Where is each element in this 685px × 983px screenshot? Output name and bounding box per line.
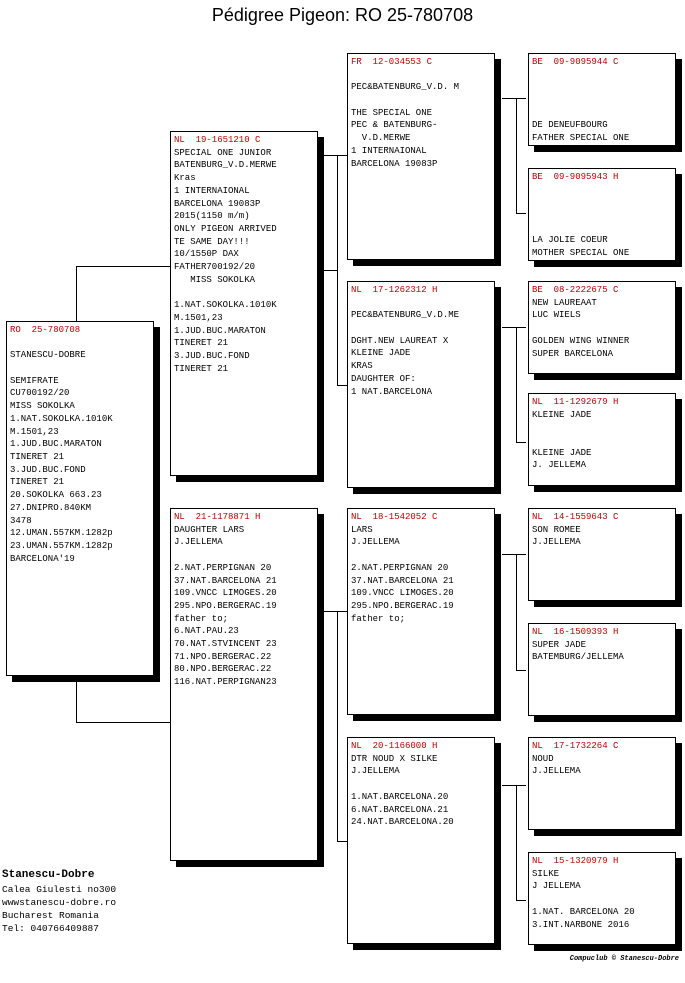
pedigree-line: SON ROMEE xyxy=(532,524,581,535)
connector-line xyxy=(337,841,347,842)
connector-line xyxy=(516,785,517,900)
pedigree-box-mother[interactable] xyxy=(170,508,318,861)
ring-number: NL 11-1292679 H xyxy=(532,397,619,407)
pedigree-line: M.1501,23 xyxy=(174,312,223,323)
page-title: Pédigree Pigeon: RO 25-780708 xyxy=(211,5,474,25)
pedigree-box-ggp-6[interactable] xyxy=(528,623,676,716)
pedigree-line: 27.DNIPRO.840KM xyxy=(10,502,92,513)
pedigree-line xyxy=(174,286,314,299)
pedigree-line: 71.NPO.BERGERAC.22 xyxy=(174,651,272,662)
pedigree-box-ggp-4[interactable] xyxy=(528,393,676,486)
pedigree-line: KLEINE JADE xyxy=(532,447,592,458)
pedigree-line xyxy=(532,107,672,120)
pedigree-line: TINERET 21 xyxy=(10,452,65,462)
pedigree-line: KLEINE JADE xyxy=(532,409,592,420)
pedigree-line: 70.NAT.STVINCENT 23 xyxy=(174,639,277,650)
pedigree-line: J JELLEMA xyxy=(532,881,581,892)
pedigree-line: 1.NAT.BARCELONA.20 xyxy=(351,791,449,802)
breeder-website[interactable]: wwwstanescu-dobre.ro xyxy=(2,897,117,908)
pedigree-line: J.JELLEMA xyxy=(532,537,581,548)
pedigree-line xyxy=(532,196,672,209)
connector-line xyxy=(516,554,517,670)
connector-line xyxy=(76,266,77,322)
pedigree-line xyxy=(174,549,314,562)
pedigree-line xyxy=(532,434,672,447)
pedigree-line: J.JELLEMA xyxy=(351,766,400,777)
pedigree-line: TINERET 21 xyxy=(174,363,229,374)
pedigree-line: BATENBURG_V.D.MERWE xyxy=(174,160,277,171)
ring-number: BE 09-9095943 H xyxy=(532,172,619,182)
pedigree-line: 6.NAT.BARCELONA.21 xyxy=(351,804,449,815)
pedigree-box-ggp-2[interactable] xyxy=(528,168,676,261)
connector-line xyxy=(516,900,526,901)
pedigree-line: 37.NAT.BARCELONA 21 xyxy=(174,575,277,586)
connector-line xyxy=(516,554,526,555)
connector-line xyxy=(516,213,526,214)
pedigree-line: 116.NAT.PERPIGNAN23 xyxy=(174,677,277,688)
connector-line xyxy=(516,327,517,442)
connector-line xyxy=(76,676,77,722)
pedigree-line: NOUD xyxy=(532,753,554,764)
connector-line xyxy=(502,554,516,555)
pedigree-line: J.JELLEMA xyxy=(174,537,223,548)
connector-line xyxy=(322,611,337,612)
pedigree-line: 1.JUD.BUC.MARATON xyxy=(174,325,266,336)
pedigree-line: 1.JUD.BUC.MARATON xyxy=(10,439,102,450)
pedigree-box-ggp-8[interactable] xyxy=(528,852,676,945)
pedigree-line: LARS xyxy=(351,524,373,535)
pedigree-line: TINERET 21 xyxy=(174,338,229,349)
pedigree-line: KRAS xyxy=(351,361,373,372)
pedigree-line xyxy=(532,421,672,434)
pedigree-line xyxy=(532,209,672,222)
pedigree-line xyxy=(351,778,491,791)
ring-number: NL 14-1559643 C xyxy=(532,512,619,522)
pedigree-line: 24.NAT.BARCELONA.20 xyxy=(351,817,454,828)
ring-number: RO 25-780708 xyxy=(10,325,81,335)
pedigree-line: 1.NAT. BARCELONA 20 xyxy=(532,906,635,917)
pedigree-box-maternal-grandmother[interactable] xyxy=(347,737,495,944)
pedigree-box-ggp-1[interactable] xyxy=(528,53,676,146)
pedigree-line xyxy=(351,297,491,310)
pedigree-line: LUC WIELS xyxy=(532,310,581,321)
pedigree-line: DGHT.NEW LAUREAT X xyxy=(351,335,449,346)
pedigree-line: DTR NOUD X SILKE xyxy=(351,753,438,764)
ring-number: BE 08-2222675 C xyxy=(532,285,619,295)
pedigree-line: 295.NPO.BERGERAC.19 xyxy=(174,600,277,611)
connector-line xyxy=(516,442,526,443)
connector-line xyxy=(76,266,170,267)
pedigree-line xyxy=(10,362,150,375)
pedigree-line: 1.NAT.SOKOLKA.1010K xyxy=(10,413,113,424)
pedigree-line xyxy=(351,549,491,562)
pedigree-box-ggp-7[interactable] xyxy=(528,737,676,830)
pedigree-line: TINERET 21 xyxy=(10,477,65,488)
ring-number: NL 19-1651210 C xyxy=(174,135,261,145)
pedigree-line: 1.NAT.SOKOLKA.1010K xyxy=(174,300,277,311)
breeder-city: Bucharest Romania xyxy=(2,910,99,921)
pedigree-line xyxy=(532,222,672,235)
ring-number: NL 16-1509393 H xyxy=(532,627,619,637)
pedigree-line: TE SAME DAY!!! xyxy=(174,236,250,247)
pedigree-line: 6.NAT.PAU.23 xyxy=(174,626,239,637)
pedigree-line: 2.NAT.PERPIGNAN 20 xyxy=(174,562,272,573)
pedigree-line: 295.NPO.BERGERAC.19 xyxy=(351,600,454,611)
connector-line xyxy=(76,722,170,723)
pedigree-line: SUPER JADE xyxy=(532,639,587,650)
connector-line xyxy=(502,785,516,786)
pedigree-line: STANESCU-DOBRE xyxy=(10,350,86,361)
connector-line xyxy=(337,385,347,386)
breeder-name: Stanescu-Dobre xyxy=(2,869,95,881)
pedigree-line: BATEMBURG/JELLEMA xyxy=(532,652,624,663)
pedigree-line: V.D.MERWE xyxy=(351,133,411,144)
pedigree-line: 2.NAT.PERPIGNAN 20 xyxy=(351,562,449,573)
connector-line xyxy=(516,670,526,671)
ring-number: NL 15-1320979 H xyxy=(532,856,619,866)
pedigree-line: SUPER BARCELONA xyxy=(532,348,614,359)
pedigree-line: SILKE xyxy=(532,868,560,879)
pedigree-line: 80.NPO.BERGERAC.22 xyxy=(174,664,272,675)
pedigree-line: MISS SOKOLKA xyxy=(10,401,75,412)
pedigree-line xyxy=(532,322,672,335)
connector-line xyxy=(337,611,338,841)
connector-line xyxy=(337,155,338,385)
pedigree-box-ggp-5[interactable] xyxy=(528,508,676,601)
pedigree-line: GOLDEN WING WINNER xyxy=(532,335,630,346)
pedigree-line: ONLY PIGEON ARRIVED xyxy=(174,223,277,234)
ring-number: FR 12-034553 C xyxy=(351,57,433,67)
pedigree-line: MISS SOKOLKA xyxy=(174,274,256,285)
pedigree-line: 23.UMAN.557KM.1282p xyxy=(10,540,113,551)
pedigree-line: KLEINE JADE xyxy=(351,348,411,359)
pedigree-line: BARCELONA 19083P xyxy=(174,198,261,209)
connector-line xyxy=(516,327,526,328)
pedigree-line: father to; xyxy=(351,613,406,624)
connector-line xyxy=(322,155,337,156)
ring-number: NL 17-1732264 C xyxy=(532,741,619,751)
pedigree-line: 1 NAT.BARCELONA xyxy=(351,386,433,397)
pedigree-line xyxy=(532,893,672,906)
pedigree-box-paternal-grandfather[interactable] xyxy=(347,53,495,260)
pedigree-line: SPECIAL ONE JUNIOR xyxy=(174,147,272,158)
pedigree-line: PEC&BATENBURG_V.D. M xyxy=(351,82,460,93)
pedigree-line: FATHER700192/20 xyxy=(174,262,256,273)
pedigree-line: DAUGHTER OF: xyxy=(351,373,416,384)
connector-line xyxy=(516,785,526,786)
pedigree-line xyxy=(351,94,491,107)
pedigree-line: 1 INTERNAIONAL xyxy=(174,185,250,196)
pedigree-line: NEW LAUREAAT xyxy=(532,297,597,308)
pedigree-box-subject[interactable] xyxy=(6,321,154,676)
pedigree-line: 3.INT.NARBONE 2016 xyxy=(532,919,630,930)
pedigree-line: 109.VNCC LIMOGES.20 xyxy=(351,588,454,599)
pedigree-line xyxy=(10,337,150,350)
pedigree-line: PEC & BATENBURG- xyxy=(351,120,438,131)
ring-number: NL 20-1166000 H xyxy=(351,741,438,751)
connector-line xyxy=(502,327,516,328)
pedigree-line: MOTHER SPECIAL ONE xyxy=(532,248,630,259)
pedigree-box-paternal-grandmother[interactable] xyxy=(347,281,495,488)
breeder-address: Calea Giulesti no300 xyxy=(2,884,117,895)
pedigree-line: DE DENEUFBOURG xyxy=(532,120,608,131)
pedigree-line: 3.JUD.BUC.FOND xyxy=(10,464,86,475)
pedigree-line: J.JELLEMA xyxy=(532,766,581,777)
footer-credit: Compuclub © Stanescu-Dobre xyxy=(569,955,679,963)
pedigree-line: J. JELLEMA xyxy=(532,460,587,471)
ring-number: NL 21-1178871 H xyxy=(174,512,261,522)
pedigree-line: 3478 xyxy=(10,515,32,526)
connector-line xyxy=(516,98,517,213)
pedigree-line xyxy=(532,184,672,197)
pedigree-line: 12.UMAN.557KM.1282p xyxy=(10,528,113,539)
pedigree-line xyxy=(532,69,672,82)
pedigree-line: THE SPECIAL ONE xyxy=(351,107,433,118)
pedigree-line: 1 INTERNAIONAL xyxy=(351,145,427,156)
pedigree-line: 2015(1150 m/m) xyxy=(174,211,250,222)
ring-number: NL 17-1262312 H xyxy=(351,285,438,295)
breeder-phone: Tel: 040766409887 xyxy=(2,923,99,934)
pedigree-box-ggp-3[interactable] xyxy=(528,281,676,374)
breeder-info xyxy=(2,868,116,935)
pedigree-line: M.1501,23 xyxy=(10,426,59,437)
pedigree-line: 37.NAT.BARCELONA 21 xyxy=(351,575,454,586)
pedigree-line xyxy=(351,322,491,335)
pedigree-line: J.JELLEMA xyxy=(351,537,400,548)
pedigree-line: PEC&BATENBURG_V.D.ME xyxy=(351,310,460,321)
pedigree-line: father to; xyxy=(174,613,229,624)
pedigree-line: BARCELONA 19083P xyxy=(351,158,438,169)
pedigree-line: 20.SOKOLKA 663.23 xyxy=(10,490,102,501)
pedigree-line: 3.JUD.BUC.FOND xyxy=(174,350,250,361)
pedigree-box-father[interactable] xyxy=(170,131,318,476)
connector-line xyxy=(516,98,526,99)
pedigree-line: BARCELONA'19 xyxy=(10,553,75,564)
ring-number: BE 09-9095944 C xyxy=(532,57,619,67)
connector-line xyxy=(502,98,516,99)
pedigree-line: Kras xyxy=(174,173,196,184)
pedigree-box-maternal-grandfather[interactable] xyxy=(347,508,495,715)
pedigree-line: DAUGHTER LARS xyxy=(174,524,245,535)
pedigree-line: CU700192/20 xyxy=(10,388,70,399)
ring-number: NL 18-1542052 C xyxy=(351,512,438,522)
connector-line xyxy=(337,611,347,612)
connector-line xyxy=(322,270,337,271)
pedigree-line xyxy=(351,69,491,82)
pedigree-line xyxy=(532,81,672,94)
pedigree-line: 109.VNCC LIMOGES.20 xyxy=(174,588,277,599)
pedigree-line xyxy=(532,94,672,107)
connector-line xyxy=(337,155,347,156)
pedigree-line: 10/1550P DAX xyxy=(174,249,239,260)
pedigree-line: SEMIFRATE xyxy=(10,375,59,386)
pedigree-line: FATHER SPECIAL ONE xyxy=(532,133,630,144)
pedigree-line: LA JOLIE COEUR xyxy=(532,235,608,246)
